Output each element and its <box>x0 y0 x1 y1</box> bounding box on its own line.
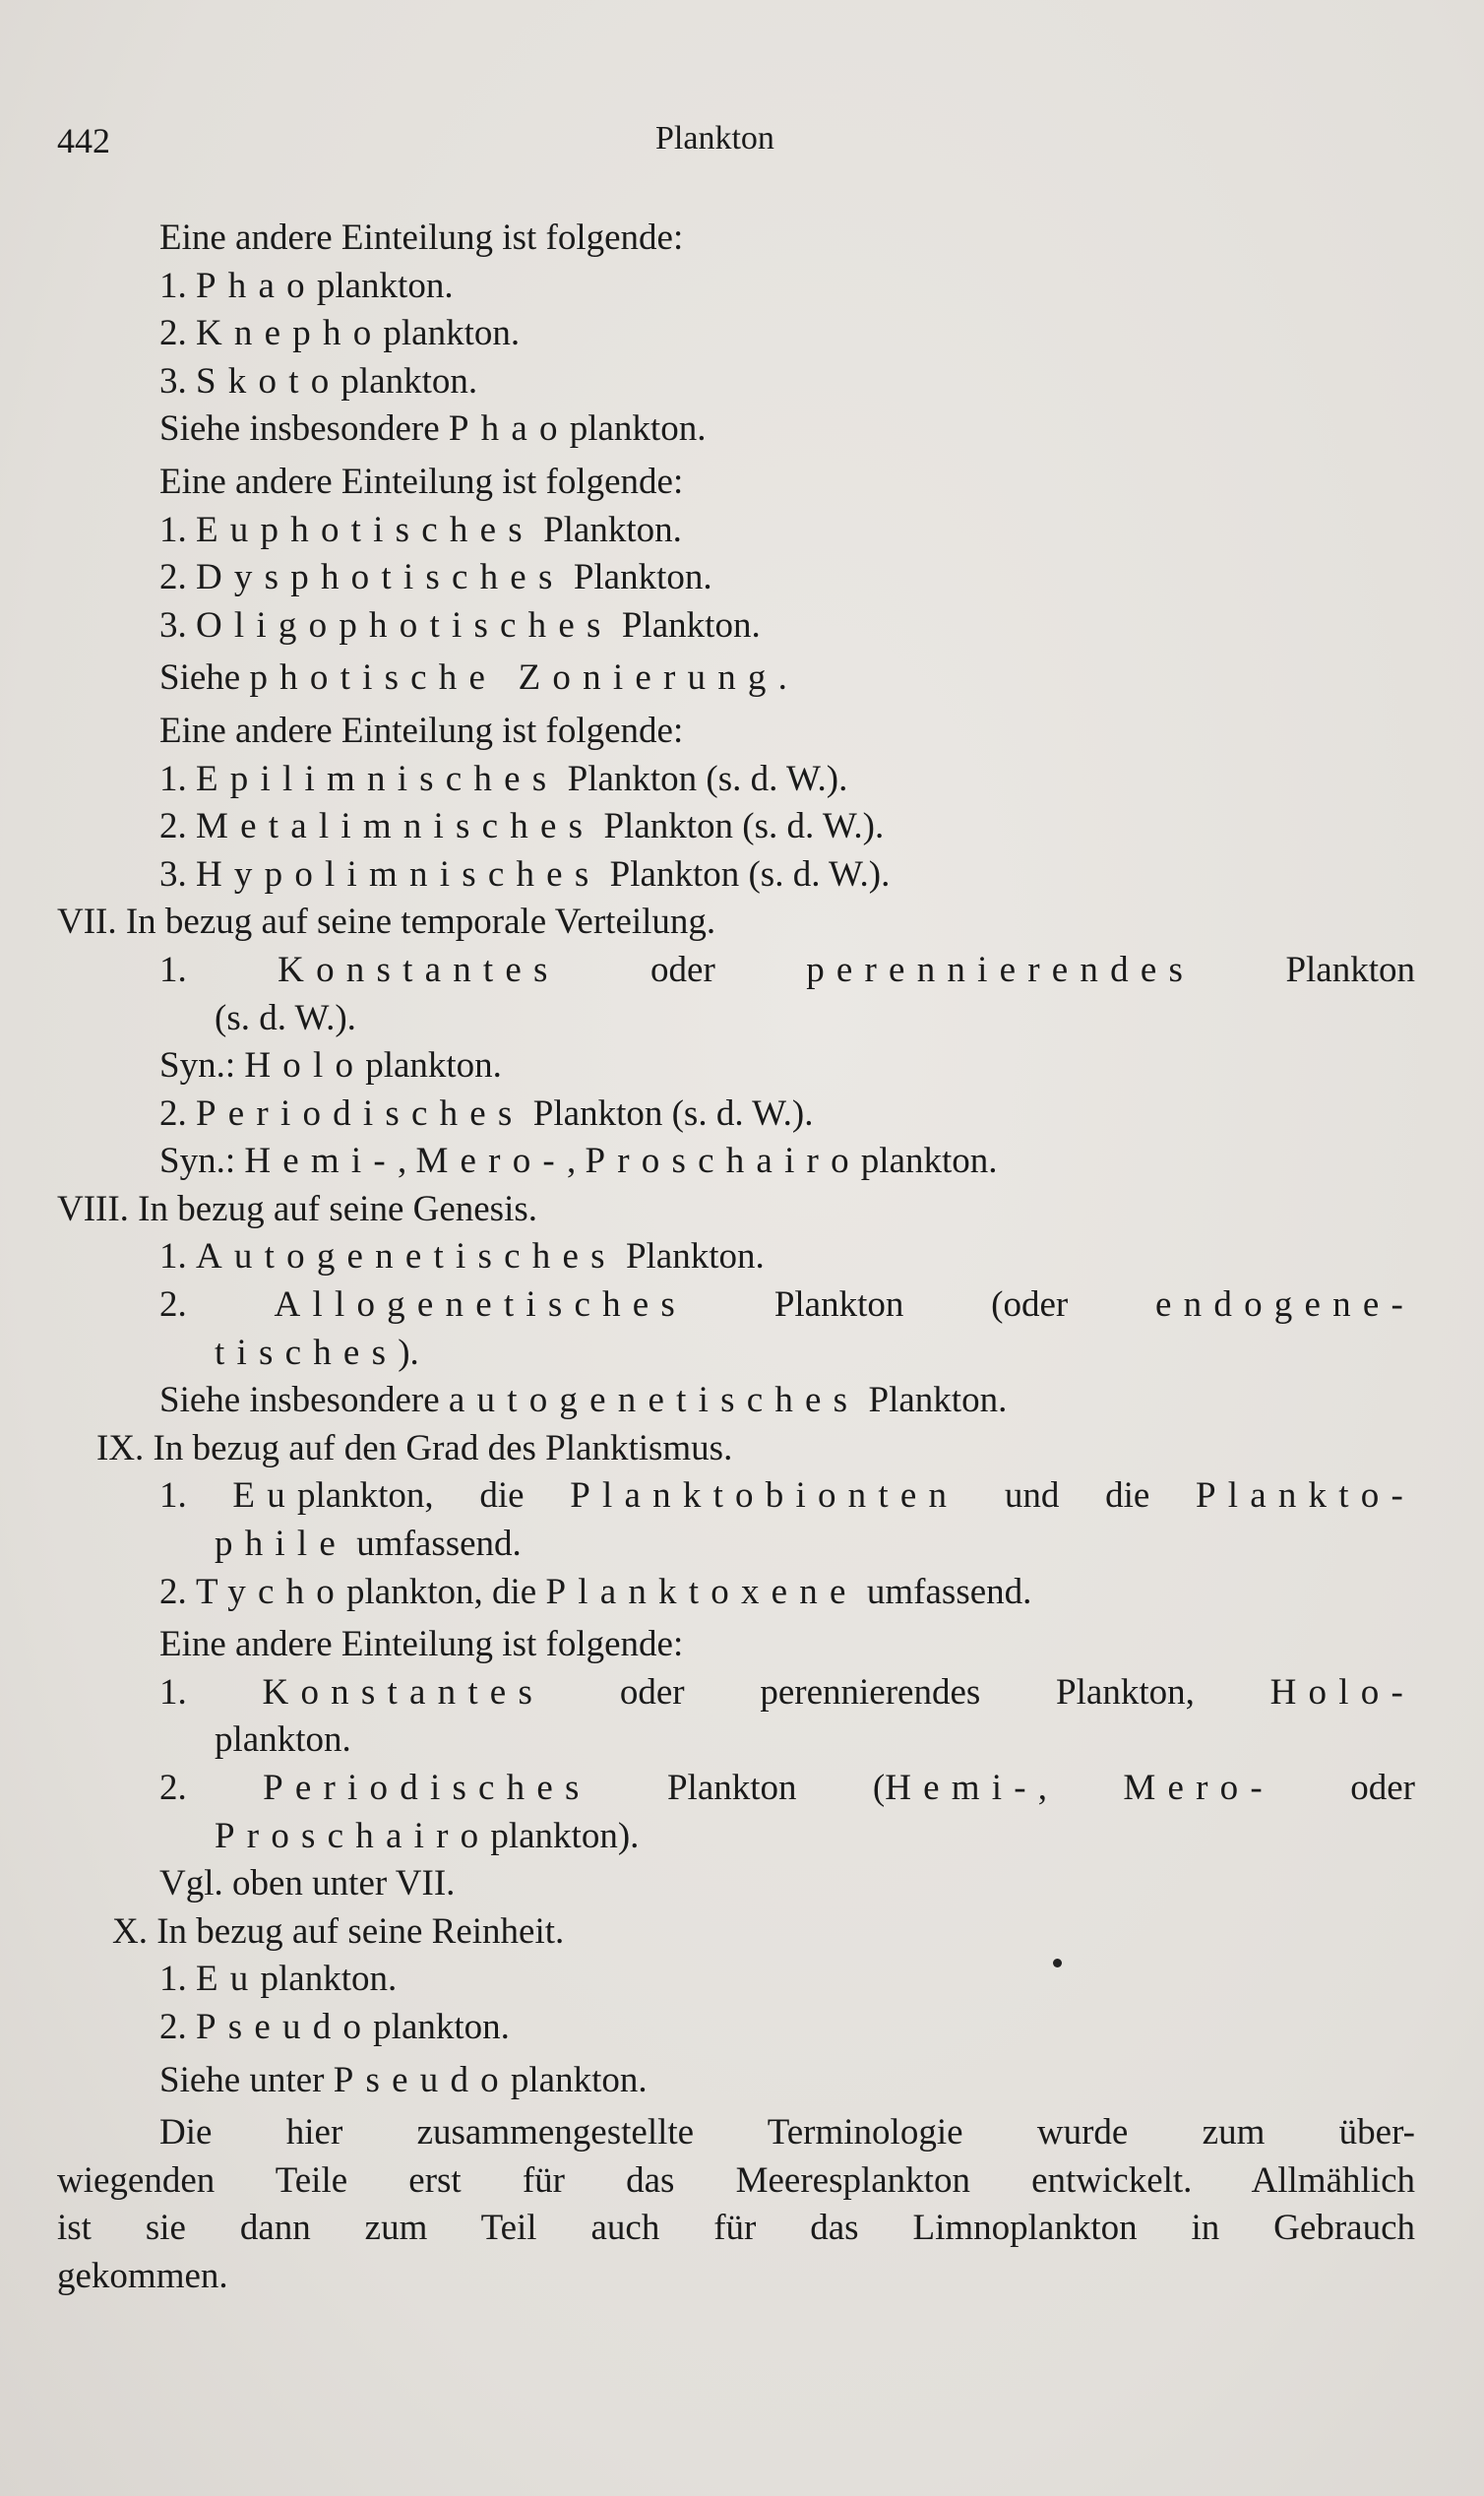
text-run: Vgl. oben unter VII. <box>159 1863 456 1904</box>
text-line <box>57 1377 1415 1425</box>
spaced-term: Oligophotisches <box>196 604 613 646</box>
text-run: 1. <box>159 1475 233 1517</box>
text-line <box>57 1621 1415 1669</box>
spaced-term: Mero- <box>415 1141 567 1182</box>
text-run: Plankton. <box>564 557 712 598</box>
text-run: Plankton. <box>612 604 761 646</box>
text-line <box>57 851 1415 900</box>
text-run: 2. <box>159 313 196 354</box>
spaced-term: Epilimnisches <box>196 758 559 799</box>
text-run: 3. <box>159 604 196 646</box>
text-line <box>57 1569 1415 1617</box>
spaced-term: Euphotisches <box>196 509 534 550</box>
text-run: , <box>566 1141 586 1182</box>
text-run: plankton, die <box>346 1571 546 1612</box>
spaced-term: Knepho <box>196 313 384 354</box>
spaced-term: Metalimnisches <box>196 806 595 847</box>
text-line <box>57 1956 1415 2004</box>
text-run: Plankton. <box>616 1236 765 1278</box>
spaced-term: endogene- <box>1155 1284 1416 1326</box>
text-run: 2. <box>159 1571 196 1612</box>
text-run: Plankton ( <box>590 1768 886 1808</box>
text-run: Plankton. <box>859 1380 1008 1421</box>
text-run: Siehe unter <box>159 2059 334 2100</box>
spaced-term: Holo- <box>1269 1671 1415 1713</box>
text-line <box>57 1472 1415 1521</box>
text-run: 1. <box>159 509 196 550</box>
text-run: ist sie dann zum Teil auch für das Limnoplankton in Gebrauch <box>57 2208 1415 2249</box>
text-run: Plankton. <box>533 509 682 550</box>
text-run: umfassend. <box>347 1524 522 1565</box>
text-line <box>57 1669 1415 1717</box>
spaced-term: Holo <box>244 1045 366 1087</box>
text-line <box>57 310 1415 358</box>
spaced-term: Eu <box>196 1959 261 2000</box>
spaced-term: photische Zonierung <box>249 657 778 699</box>
text-line <box>57 1860 1415 1908</box>
text-line <box>57 1425 1415 1473</box>
text-run: Syn.: <box>159 1141 245 1182</box>
spaced-term: Hemi- <box>244 1141 398 1182</box>
text-run: 2. <box>159 1092 196 1134</box>
text-line <box>57 554 1415 602</box>
text-run: X. In bezug auf seine Reinheit. <box>112 1910 565 1952</box>
text-line <box>57 2157 1415 2206</box>
text-line <box>57 1233 1415 1281</box>
text-run: Siehe insbesondere <box>159 408 449 450</box>
text-line <box>57 1330 1415 1378</box>
text-line <box>57 2109 1415 2157</box>
text-line <box>57 2205 1415 2253</box>
text-line <box>57 708 1415 756</box>
text-line <box>57 215 1415 263</box>
text-run: plankton, die <box>296 1475 571 1517</box>
text-run: IX. In bezug auf den Grad des Planktismus. <box>96 1427 733 1468</box>
text-run: 2. <box>159 806 196 847</box>
running-title: Plankton <box>655 120 774 156</box>
text-run: plankton. <box>383 313 521 354</box>
text-run: . <box>777 657 787 699</box>
spaced-term: Phao <box>196 265 317 306</box>
text-run: Syn.: <box>159 1045 245 1087</box>
spaced-term: Phao <box>448 408 570 450</box>
spaced-term: Planktobionten <box>570 1475 959 1517</box>
text-run: 1. <box>159 1671 263 1713</box>
text-run: oder perennierendes Plankton, <box>544 1671 1270 1713</box>
text-line <box>57 1042 1415 1091</box>
text-run: und die <box>958 1475 1196 1517</box>
text-run: plankton. <box>260 1959 398 2000</box>
text-line <box>57 2004 1415 2052</box>
spaced-term: tisches <box>215 1332 399 1373</box>
text-line <box>57 1281 1415 1330</box>
text-run: plankton. <box>569 408 707 450</box>
text-line <box>57 602 1415 651</box>
text-line <box>57 1091 1415 1139</box>
spaced-term: perennierendes <box>806 949 1196 990</box>
spaced-term: Pseudo <box>333 2059 511 2100</box>
text-line <box>57 263 1415 311</box>
text-run: 3. <box>159 360 196 402</box>
spaced-term: Tycho <box>196 1571 346 1612</box>
text-run: , <box>1037 1768 1124 1808</box>
text-run: ). <box>398 1332 419 1373</box>
print-speck <box>1053 1959 1062 1967</box>
text-run: 1. <box>159 265 196 306</box>
text-run: Plankton (s. d. W.). <box>524 1092 814 1134</box>
text-run: plankton. <box>373 2006 510 2047</box>
text-run: plankton. <box>365 1045 502 1087</box>
text-run: 1. <box>159 1236 196 1278</box>
spaced-term: phile <box>215 1524 348 1565</box>
spaced-term: Skoto <box>196 360 341 402</box>
text-run: VII. In bezug auf seine temporale Verteilung. <box>57 902 716 943</box>
text-line <box>57 899 1415 947</box>
text-line <box>57 995 1415 1043</box>
text-run: (s. d. W.). <box>215 997 356 1038</box>
text-run: plankton. <box>215 1719 351 1761</box>
text-line <box>57 2057 1415 2105</box>
text-run: Plankton (oder <box>687 1284 1156 1326</box>
text-run: 2. <box>159 1284 275 1326</box>
text-run: plankton. <box>510 2059 648 2100</box>
text-run: gekommen. <box>57 2255 228 2296</box>
spaced-term: Periodisches <box>263 1768 591 1808</box>
text-line <box>57 1908 1415 1957</box>
text-run: 3. <box>159 853 196 895</box>
text-line <box>57 803 1415 851</box>
spaced-term: Proschairo <box>585 1141 861 1182</box>
text-run: Die hier zusammengestellte Terminologie wurde zum über- <box>159 2112 1415 2153</box>
text-run: oder <box>559 949 807 990</box>
spaced-term: Autogenetisches <box>196 1236 617 1278</box>
text-line <box>57 756 1415 804</box>
page-header <box>57 120 1435 169</box>
spaced-term: Dysphotisches <box>196 557 565 598</box>
spaced-term: Konstantes <box>278 949 560 990</box>
text-run: plankton. <box>316 265 454 306</box>
spaced-term: Plankto- <box>1195 1475 1415 1517</box>
text-run: 1. <box>159 1959 196 2000</box>
text-run: 2. <box>159 1768 264 1808</box>
text-run: Eine andere Einteilung ist folgende: <box>159 461 684 502</box>
page-body <box>57 215 1415 2301</box>
text-run: , <box>397 1141 416 1182</box>
text-run: 2. <box>159 2006 196 2047</box>
text-run: wiegenden Teile erst für das Meeresplankton entwickelt. Allmählich <box>57 2159 1415 2201</box>
spaced-term: Allogenetisches <box>274 1284 688 1326</box>
spaced-term: Pseudo <box>196 2006 374 2047</box>
text-run: oder <box>1273 1768 1415 1808</box>
text-line <box>57 1138 1415 1186</box>
text-run: umfassend. <box>857 1571 1032 1612</box>
spaced-term: Eu <box>232 1475 297 1517</box>
text-run: VIII. In bezug auf seine Genesis. <box>57 1188 538 1229</box>
text-line <box>57 2253 1415 2301</box>
text-run: 2. <box>159 557 196 598</box>
text-line <box>57 507 1415 555</box>
text-run: 1. <box>159 758 196 799</box>
text-run: Plankton <box>1195 949 1416 990</box>
text-run: Plankton (s. d. W.). <box>594 806 885 847</box>
text-line <box>57 1716 1415 1765</box>
text-run: Plankton (s. d. W.). <box>558 758 848 799</box>
spaced-term: Hypolimnisches <box>196 853 601 895</box>
text-run: plankton. <box>340 360 478 402</box>
text-run: 1. <box>159 949 278 990</box>
text-line <box>57 1186 1415 1234</box>
text-line <box>57 406 1415 454</box>
text-run: Plankton (s. d. W.). <box>600 853 891 895</box>
spaced-term: Periodisches <box>196 1092 525 1134</box>
spaced-term: Mero- <box>1123 1768 1274 1808</box>
spaced-term: Konstantes <box>262 1671 545 1713</box>
text-line <box>57 655 1415 703</box>
text-run: Siehe <box>159 657 250 699</box>
text-line <box>57 1521 1415 1569</box>
text-run: Eine andere Einteilung ist folgende: <box>159 1624 684 1665</box>
text-run: plankton. <box>860 1141 998 1182</box>
text-line <box>57 358 1415 406</box>
text-line <box>57 1765 1415 1813</box>
spaced-term: Planktoxene <box>545 1571 858 1612</box>
text-run: Eine andere Einteilung ist folgende: <box>159 218 684 258</box>
page-number: 442 <box>57 121 110 160</box>
text-run: Eine andere Einteilung ist folgende: <box>159 710 684 751</box>
text-run: plankton). <box>490 1815 640 1856</box>
spaced-term: Proschairo <box>215 1815 491 1856</box>
text-line <box>57 947 1415 995</box>
text-line <box>57 1813 1415 1861</box>
text-line <box>57 459 1415 507</box>
text-run: Siehe insbesondere <box>159 1380 449 1421</box>
spaced-term: autogenetisches <box>448 1380 860 1421</box>
spaced-term: Hemi- <box>885 1768 1038 1808</box>
